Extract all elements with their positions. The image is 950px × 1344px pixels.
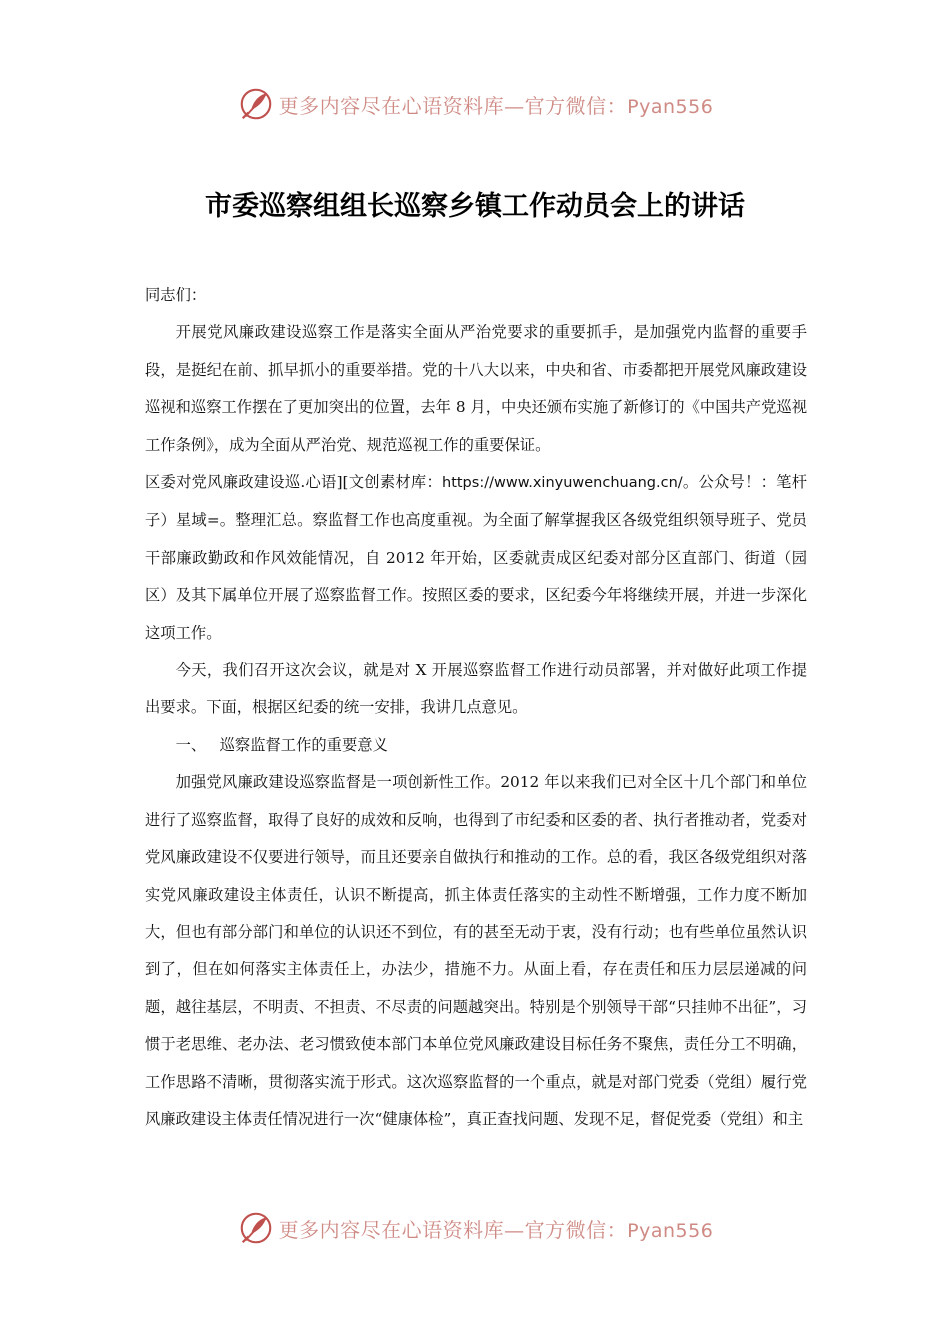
section-heading-1: 一、 巡察监督工作的重要意义 <box>175 735 388 754</box>
salutation: 同志们： <box>145 286 207 304</box>
paragraph-2: 区委对党风廉政建设巡.心语][文创素材库：https://www.xinyuwenchuang.cn/。公众号！：笔杆子）星域=。整理汇总。察监督工作也高度重视。为全面了解掌握我区各级党组织领导班子、党员干部廉政勤政和作风效能情况，自 2012 年开始，区委就责成区纪委对部分区直部门、街道（园区）及其下属单位开展了巡察监督工作。按照区委的要求，区纪委今年将继续开展，并进一步深化这项工作。 <box>145 473 807 642</box>
quill-logo-icon <box>237 85 275 123</box>
source-url: https://www.xinyuwenchuang.cn/ <box>442 475 683 492</box>
paragraph-3: 今天，我们召开这次会议，就是对 X 开展巡察监督工作进行动员部署，并对做好此项工作提出要求。下面，根据区纪委的统一安排，我讲几点意见。 <box>145 661 807 717</box>
quill-logo-icon <box>237 1209 275 1247</box>
document-body <box>145 277 807 1138</box>
watermark-text: 更多内容尽在心语资料库—官方微信：Pyan556 <box>278 93 714 118</box>
watermark-banner-top <box>0 82 950 126</box>
watermark-banner-bottom <box>0 1206 950 1250</box>
document-title: 市委巡察组组长巡察乡镇工作动员会上的讲话 <box>205 191 745 222</box>
watermark-text: 更多内容尽在心语资料库—官方微信：Pyan556 <box>278 1217 714 1242</box>
paragraph-1: 开展党风廉政建设巡察工作是落实全面从严治党要求的重要抓手，是加强党内监督的重要手段，是挺纪在前、抓早抓小的重要举措。党的十八大以来，中央和省、市委都把开展党风廉政建设巡视和巡察工作摆在了更加突出的位置，去年 8 月，中央还颁布实施了新修订的《中国共产党巡视工作条例》，成为全面从严治党、规范巡视工作的重要保证。 <box>145 323 807 454</box>
paragraph-4: 加强党风廉政建设巡察监督是一项创新性工作。2012 年以来我们已对全区十几个部门和单位进行了巡察监督，取得了良好的成效和反响，也得到了市纪委和区委的者、执行者推动者，党委对党风廉政建设不仅要进行领导，而且还要亲自做执行和推动的工作。总的看，我区各级党组织对落实党风廉政建设主体责任，认识不断提高，抓主体责任落实的主动性不断增强，工作力度不断加大，但也有部分部门和单位的认识还不到位，有的甚至无动于衷，没有行动；也有些单位虽然认识到了，但在如何落实主体责任上，办法少，措施不力。从面上看，存在责任和压力层层递减的问题，越往基层，不明责、不担责、不尽责的问题越突出。特别是个别领导干部“只挂帅不出征”，习惯于老思维、老办法、老习惯致使本部门本单位党风廉政建设目标任务不聚焦，责任分工不明确，工作思路不清晰，贯彻落实流于形式。这次巡察监督的一个重点，就是对部门党委（党组）履行党风廉政建设主体责任情况进行一次“健康体检”，真正查找问题、发现不足，督促党委（党组）和主 <box>145 773 807 1128</box>
